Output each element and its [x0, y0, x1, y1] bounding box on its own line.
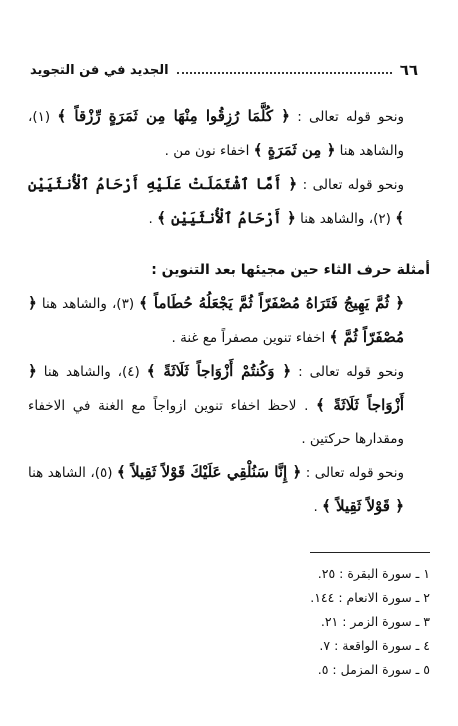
text-segment: ونحو قوله تعالى : — [289, 109, 404, 125]
text-segment: . — [313, 499, 323, 515]
quran-quote: ﴿ أَزْوَاجاً ثَلَاثَةً ﴾ — [28, 362, 404, 414]
text-segment: اخفاء تنوين مصفراً مع غنة . — [171, 330, 330, 346]
footnotes-list — [130, 562, 430, 682]
quran-quote: ﴿ ثُمَّ يَهِيجُ فَتَرَاهُ مُصْفَرّاً ثُمَّ يَجْعَلُهُ حُطَاماً ﴾ — [139, 294, 404, 312]
quran-quote: ﴿ كُلَّمَا رُزِقُوا مِنْهَا مِن ثَمَرَةٍ رِّزْقاً ﴾ — [57, 107, 290, 125]
text-segment: ونحو قوله تعالى : — [291, 364, 404, 380]
header-dotted-leader — [177, 72, 392, 74]
paragraph — [28, 168, 430, 236]
quran-quote: ﴿ أَرْحَامُ ٱلْأُنثَيَيْنِ ﴾ — [157, 209, 296, 227]
page-number: ٦٦ — [399, 61, 418, 79]
book-title: الجديد في فن التجويد — [30, 62, 169, 78]
quran-quote: ﴿ إِنَّا سَنُلْقِي عَلَيْكَ قَوْلاً ثَقِيلاً ﴾ — [116, 463, 302, 481]
paragraph — [28, 287, 430, 355]
text-segment: أمثلة حرف الثاء حين مجيئها بعد التنوين : — [151, 262, 430, 278]
footnote: ٢ ـ سورة الانعام : ١٤٤. — [310, 590, 430, 605]
text-segment: . لاحظ اخفاء تنوين ازواجاً مع الغنة في الاخفاء ومقدارها حركتين . — [28, 398, 404, 447]
paragraph — [28, 100, 430, 168]
section-heading — [28, 254, 430, 287]
footnote: ٣ ـ سورة الزمر : ٢١. — [320, 614, 430, 629]
text-segment: (٥)، الشاهد هنا — [28, 465, 117, 481]
text-segment: (٣)، والشاهد هنا — [36, 296, 140, 312]
paragraph — [28, 456, 430, 524]
text-segment: . — [148, 211, 158, 227]
page-header — [30, 58, 418, 82]
text-segment: (٢)، والشاهد هنا — [295, 211, 396, 227]
main-text — [28, 100, 430, 524]
quran-quote: ﴿ مُصْفَرّاً ثُمَّ ﴾ — [28, 294, 404, 346]
footnote: ٥ ـ سورة المزمل : ٥. — [317, 662, 430, 677]
footnote: ١ ـ سورة البقرة : ٢٥. — [317, 566, 430, 581]
text-segment: اخفاء نون من . — [164, 143, 254, 159]
text-segment: (١)، والشاهد هنا — [28, 109, 404, 159]
text-segment: (٤)، والشاهد هنا — [36, 364, 147, 380]
text-segment: ونحو قوله تعالى : — [297, 177, 404, 193]
quran-quote: ﴿ قَوْلاً ثَقِيلاً ﴾ — [322, 497, 404, 515]
text-segment: ونحو قوله تعالى : — [301, 465, 404, 481]
quran-quote: ﴿ وَكُنتُمْ أَزْوَاجاً ثَلَاثَةً ﴾ — [146, 362, 292, 380]
footnote-separator — [310, 552, 430, 553]
quran-quote: ﴿ مِن ثَمَرَةٍ ﴾ — [253, 141, 336, 159]
paragraph — [28, 355, 430, 456]
quran-quote: ﴿ أَمَّا ٱشْتَمَلَتْ عَلَيْهِ أَرْحَامُ ٱلْأُنثَيَيْنِ ﴾ — [28, 175, 404, 227]
footnote: ٤ ـ سورة الواقعة : ٧. — [319, 638, 430, 653]
